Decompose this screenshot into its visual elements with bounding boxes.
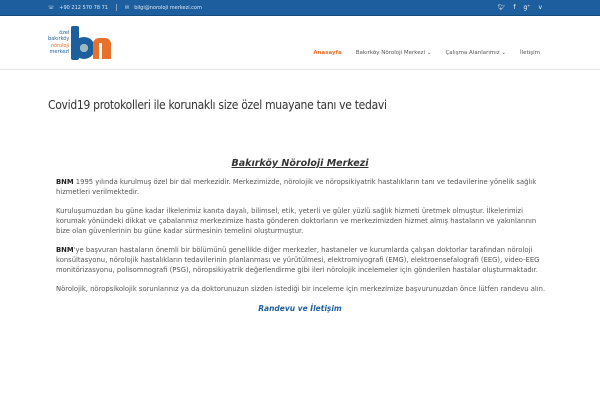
logo-line: bakırköy — [48, 36, 70, 42]
logo-line: merkezi — [49, 49, 70, 55]
paragraph: Kuruluşumuzdan bu güne kadar ilkelerimiz kanıta dayalı, bilimsel, etik, yeterli ve güler yüzlü sağlık hizmeti üretmek olmuştur. İlkelerimizi korumak yönündeki dikkat ve çabalarımız merkezimize hasta gönderen doktorların ve merkezimizden hizmet almış hastaların ve yakınlarının bize olan güvenlerinin bu güne kadar sürmesinin temelini oluşturmuştur. — [56, 207, 537, 235]
google-plus-icon[interactable]: g⁺ — [523, 4, 531, 11]
top-bar — [0, 0, 600, 16]
logo[interactable] — [48, 26, 111, 60]
tagline: Covid19 protokolleri ile korunaklı size özel muayane tanı ve tedavi — [48, 98, 387, 112]
twitter-icon[interactable]: 🐦︎ — [497, 4, 506, 11]
email-link[interactable]: bilgi@noroloji merkezi.com — [134, 4, 202, 11]
bnm-bold: BNM — [56, 178, 74, 186]
nav-home[interactable]: Anasayfa — [313, 49, 342, 56]
phone-icon: ☏ — [48, 4, 55, 11]
nav-center[interactable]: Bakırköy Nöroloji Merkezi ⌄ — [355, 49, 432, 56]
nav-areas[interactable]: Çalışma Alanlarımız ⌄ — [445, 49, 507, 56]
paragraph-text: 'ye başvuran hastaların önemli bir bölümünü genellikle diğer merkezler, hastaneler ve kurumlarda çalışan doktorlar tarafından nöroloji konsültasyonu, nörolojik hastalıkların tedavilerinin planlanması ve yürütülmesi, elektromiyografi (EMG), elektroensefalografi (EEG), video-EEG monitörizasyonu, polisomnografi (PSG), nöropsikiyatrik değerlendirme gibi ileri nörolojik incelemeler için gönderilen hastalar oluşturmaktadır. — [56, 246, 540, 274]
paragraph-text: 1995 yılında kurulmuş özel bir dal merkezidir. Merkezimizde, nörolojik ve nöropsikiyatrik hastalıkların tanı ve tedavilerine yönelik sağlık hizmetleri verilmektedir. — [56, 178, 537, 196]
paragraph — [48, 177, 552, 197]
logo-line: nöroloji — [50, 42, 70, 49]
bnm-bold: BNM — [56, 246, 74, 254]
paragraph — [48, 245, 552, 275]
facebook-icon[interactable]: f — [513, 4, 516, 11]
site-header — [0, 16, 600, 70]
divider — [116, 4, 117, 11]
paragraph: Nörolojik, nöropsikolojik sorunlarınız ya da doktorunuzun sizden istediği bir inceleme için merkezimize başvurunuzdan önce lütfen randevu alın. — [56, 285, 546, 293]
email-icon: ✉ — [125, 4, 130, 11]
logo-text — [48, 30, 69, 56]
appointment-link[interactable]: Randevu ve İletişim — [258, 304, 342, 313]
logo-line: özel — [59, 29, 70, 36]
main-content — [0, 158, 600, 313]
phone-number[interactable]: +90 212 570 78 71 — [59, 4, 108, 11]
main-nav — [313, 50, 540, 56]
page-title: Bakırköy Nöroloji Merkezi — [231, 158, 369, 169]
nav-contact[interactable]: İletişim — [520, 49, 540, 56]
vine-icon[interactable]: v — [538, 4, 542, 11]
logo-mark — [71, 26, 111, 60]
